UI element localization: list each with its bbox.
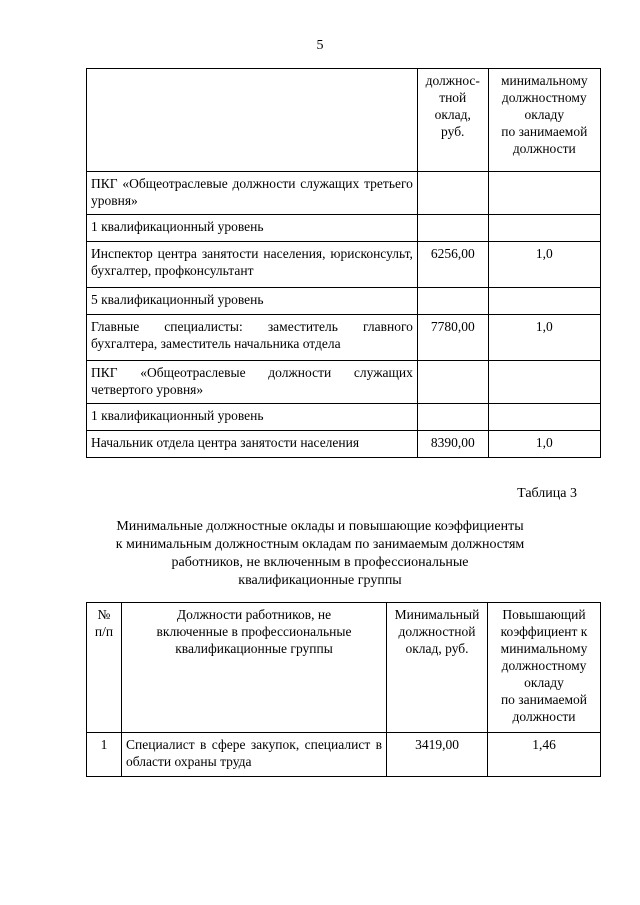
salary-cell [417,288,488,315]
header-position-cell: Должности работников, не включенные в профессиональные квалификационные группы [122,603,387,733]
position-cell: Специалист в сфере закупок, специалист в области охраны труда [122,733,387,777]
coef-cell [488,172,600,215]
table-title: Минимальные должностные оклады и повышающие коэффициенты к минимальным должностным окладам по занимаемым должностям работников, не включенным в профессиональные квалификационные группы [115,519,525,588]
header-salary-cell: должнос- тной оклад, руб. [417,69,488,172]
coef-cell: 1,0 [488,315,600,361]
coef-cell [488,215,600,242]
salary-cell [417,172,488,215]
salary-table-3 [86,602,601,777]
position-cell: 5 квалификационный уровень [87,288,418,315]
coef-cell [488,288,600,315]
salary-cell [417,215,488,242]
position-cell: 1 квалификационный уровень [87,404,418,431]
table-row [87,431,601,458]
header-salary-cell: Минимальный должностной оклад, руб. [387,603,488,733]
salary-cell: 7780,00 [417,315,488,361]
position-cell: 1 квалификационный уровень [87,215,418,242]
salary-cell: 8390,00 [417,431,488,458]
salary-cell: 3419,00 [387,733,488,777]
table-header-row [87,603,601,733]
salary-cell: 6256,00 [417,242,488,288]
num-cell: 1 [87,733,122,777]
table-row [87,315,601,361]
table-header-row [87,69,601,172]
header-num-cell: № п/п [87,603,122,733]
table-row [87,361,601,404]
table-row [87,242,601,288]
coef-cell [488,361,600,404]
table-row [87,172,601,215]
position-cell: ПКГ «Общеотраслевые должности служащих четвертого уровня» [87,361,418,404]
position-cell: Главные специалисты: заместитель главного бухгалтера, заместитель начальника отдела [87,315,418,361]
salary-cell [417,404,488,431]
position-cell: Инспектор центра занятости населения, юрисконсульт, бухгалтер, профконсультант [87,242,418,288]
header-position-cell [87,69,418,172]
coef-cell: 1,0 [488,242,600,288]
position-cell: ПКГ «Общеотраслевые должности служащих третьего уровня» [87,172,418,215]
table-row [87,288,601,315]
page-number: 5 [316,38,324,53]
coef-cell: 1,46 [488,733,601,777]
position-cell: Начальник отдела центра занятости населения [87,431,418,458]
coef-cell [488,404,600,431]
table-row [87,404,601,431]
header-coef-cell: Повышающий коэффициент к минимальному должностному окладу по занимаемой должности [488,603,601,733]
table-row [87,733,601,777]
salary-table-continuation [86,68,601,458]
table-caption: Таблица 3 [517,486,577,501]
header-coef-cell: минимальному должностному окладу по занимаемой должности [488,69,600,172]
salary-cell [417,361,488,404]
table-row [87,215,601,242]
coef-cell: 1,0 [488,431,600,458]
